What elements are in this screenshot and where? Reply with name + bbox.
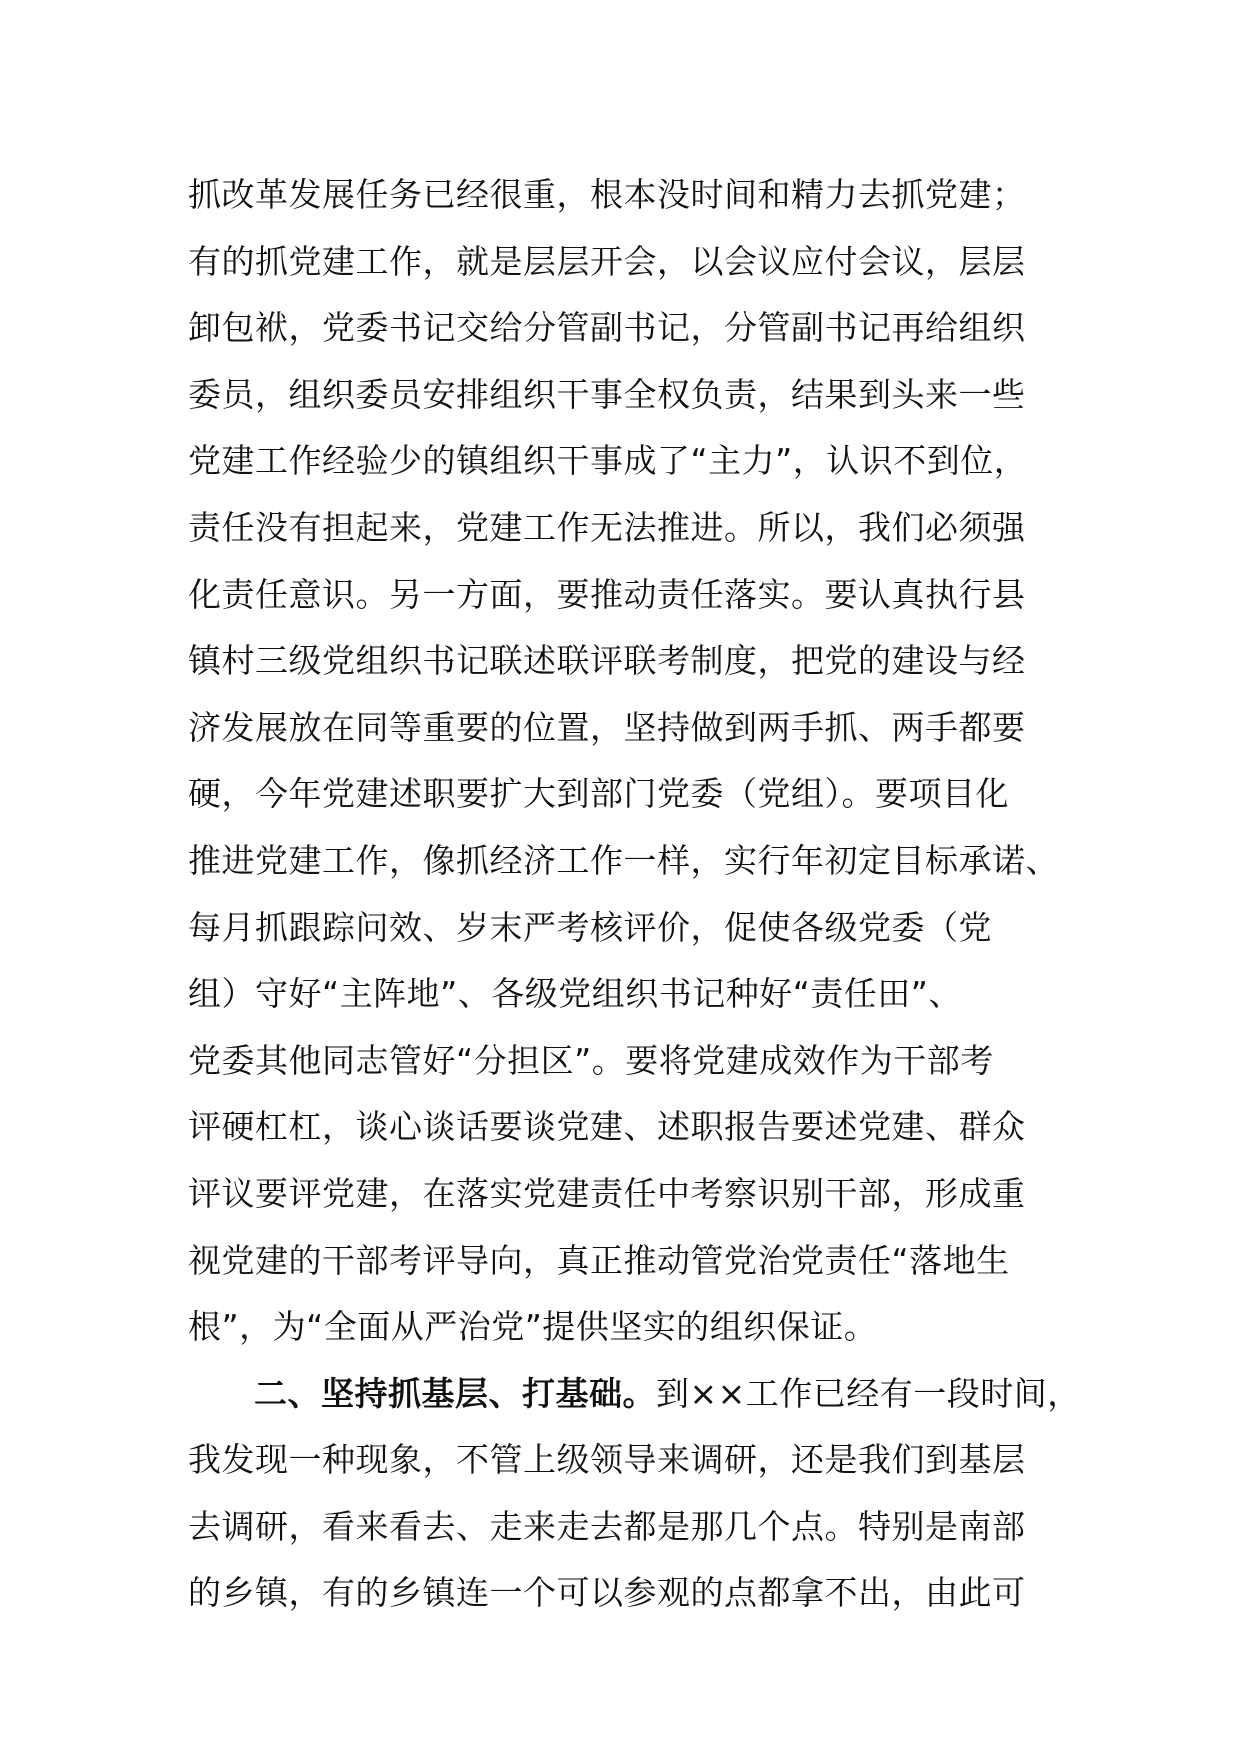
text-line: 推进党建工作，像抓经济工作一样，实行年初定目标承诺、 — [188, 840, 1059, 880]
text-line: 评议要评党建，在落实党建责任中考察识别干部，形成重 — [188, 1173, 1026, 1213]
section-two-first-line — [188, 1361, 1088, 1428]
section-text: 到××工作已经有一段时间， — [656, 1373, 1081, 1413]
text-line: 镇村三级党组织书记联述联评联考制度，把党的建设与经 — [188, 641, 1026, 681]
text-line: 我发现一种现象，不管上级领导来调研，还是我们到基层 — [188, 1440, 1026, 1480]
text-line: 的乡镇，有的乡镇连一个可以参观的点都拿不出，由此可 — [188, 1573, 1026, 1613]
text-line: 抓改革发展任务已经很重，根本没时间和精力去抓党建； — [188, 175, 1026, 214]
text-line: 视党建的干部考评导向，真正推动管党治党责任“落地生 — [188, 1240, 1010, 1280]
text-line: 党委其他同志管好“分担区”。要将党建成效作为干部考 — [188, 1040, 994, 1080]
text-line: 济发展放在同等重要的位置，坚持做到两手抓、两手都要 — [188, 707, 1026, 747]
text-line: 每月抓跟踪问效、岁末严考核评价，促使各级党委（党 — [188, 907, 992, 947]
body-text — [188, 162, 1088, 1627]
text-line: 党建工作经验少的镇组织干事成了“主力”，认识不到位， — [188, 441, 1028, 481]
text-line: 卸包袱，党委书记交给分管副书记，分管副书记再给组织 — [188, 308, 1026, 348]
text-line: 硬，今年党建述职要扩大到部门党委（党组）。要项目化 — [188, 774, 1009, 814]
text-line: 根”，为“全面从严治党”提供坚实的组织保证。 — [188, 1307, 878, 1347]
text-line: 评硬杠杠，谈心谈话要谈党建、述职报告要述党建、群众 — [188, 1107, 1026, 1147]
text-line: 组）守好“主阵地”、各级党组织书记种好“责任田”、 — [188, 974, 962, 1014]
text-line: 去调研，看来看去、走来走去都是那几个点。特别是南部 — [188, 1506, 1026, 1546]
text-line: 委员，组织委员安排组织干事全权负责，结果到头来一些 — [188, 374, 1026, 414]
text-line: 责任没有担起来，党建工作无法推进。所以，我们必须强 — [188, 507, 1026, 547]
section-heading: 二、坚持抓基层、打基础。 — [254, 1373, 656, 1413]
text-line: 有的抓党建工作，就是层层开会，以会议应付会议，层层 — [188, 241, 1026, 281]
text-line: 化责任意识。另一方面，要推动责任落实。要认真执行县 — [188, 574, 1026, 614]
